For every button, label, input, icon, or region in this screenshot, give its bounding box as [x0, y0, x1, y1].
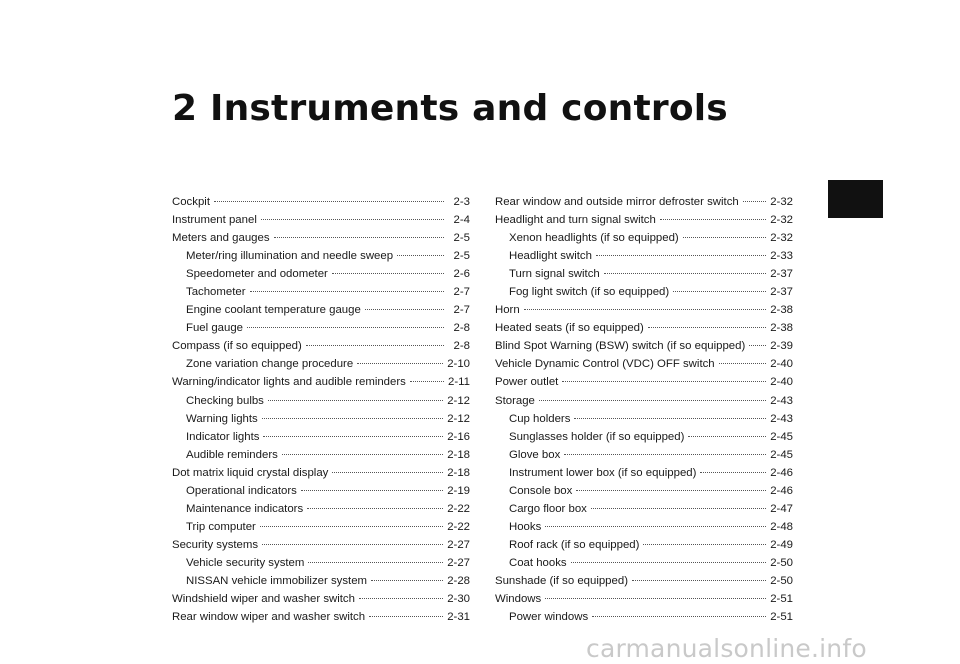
toc-entry-label: Xenon headlights (if so equipped)	[509, 232, 679, 245]
toc-entry-label: Maintenance indicators	[186, 502, 304, 515]
dot-leader	[632, 579, 766, 581]
dot-leader	[596, 254, 766, 256]
toc-entry-label: Tachometer	[186, 286, 246, 299]
dot-leader	[591, 507, 766, 509]
dot-leader	[261, 218, 444, 220]
dot-leader	[571, 561, 767, 563]
toc-entry-page: 2-3	[453, 196, 470, 208]
dot-leader	[648, 326, 766, 328]
toc-entry-page: 2-28	[447, 574, 470, 587]
toc-entry-page: 2-10	[447, 358, 470, 371]
toc-entry-page: 2-27	[447, 538, 470, 551]
dot-leader	[332, 471, 443, 473]
toc-entry-label: Vehicle Dynamic Control (VDC) OFF switch	[495, 358, 715, 371]
toc-entry-label: Cockpit	[172, 196, 210, 208]
toc-entry-label: Hooks	[509, 520, 542, 533]
toc-entry[interactable]	[495, 500, 793, 518]
toc-entry-page: 2-32	[770, 196, 793, 208]
toc-entry-page: 2-22	[447, 520, 470, 533]
toc-entry[interactable]	[495, 536, 793, 554]
toc-entry[interactable]	[172, 373, 470, 391]
toc-entry[interactable]	[172, 265, 470, 283]
toc-entry-page: 2-12	[447, 394, 470, 407]
dot-leader	[410, 380, 444, 382]
toc-entry[interactable]	[495, 301, 793, 319]
toc-entry-label: Turn signal switch	[509, 268, 600, 281]
toc-entry-page: 2-50	[770, 556, 793, 569]
toc-entry[interactable]	[172, 572, 470, 590]
toc-entry[interactable]	[172, 410, 470, 428]
toc-entry-page: 2-33	[770, 250, 793, 263]
toc-entry-page: 2-32	[770, 214, 793, 227]
toc-entry[interactable]	[172, 464, 470, 482]
dot-leader	[307, 507, 443, 509]
dot-leader	[369, 615, 443, 617]
toc-entry-page: 2-37	[770, 268, 793, 281]
dot-leader	[357, 362, 443, 364]
dot-leader	[214, 200, 444, 202]
toc-entry[interactable]	[172, 536, 470, 554]
toc-entry-page: 2-16	[447, 430, 470, 443]
dot-leader	[743, 200, 766, 202]
toc-entry-label: Power outlet	[495, 376, 559, 389]
toc-entry[interactable]	[495, 482, 793, 500]
toc-entry-label: Meter/ring illumination and needle sweep	[186, 250, 394, 263]
dot-leader	[539, 399, 766, 401]
toc-entry-label: Checking bulbs	[186, 394, 264, 407]
toc-entry[interactable]	[495, 283, 793, 301]
toc-entry-page: 2-45	[770, 448, 793, 461]
toc-entry[interactable]	[495, 392, 793, 410]
toc-entry-page: 2-5	[453, 232, 470, 245]
toc-entry-page: 2-12	[447, 412, 470, 425]
toc-entry[interactable]	[172, 446, 470, 464]
toc-entry-page: 2-38	[770, 304, 793, 317]
toc-entry-label: Engine coolant temperature gauge	[186, 304, 361, 317]
dot-leader	[564, 453, 766, 455]
toc-entry-label: Operational indicators	[186, 484, 297, 497]
toc-entry[interactable]	[495, 265, 793, 283]
toc-entry-label: Console box	[509, 484, 573, 497]
toc-entry-label: Compass (if so equipped)	[172, 340, 302, 353]
toc-entry[interactable]	[495, 590, 793, 608]
toc-entry-page: 2-7	[453, 304, 470, 317]
toc-entry[interactable]	[495, 229, 793, 247]
dot-leader	[524, 308, 766, 310]
dot-leader	[332, 272, 444, 274]
dot-leader	[262, 543, 443, 545]
dot-leader	[574, 417, 766, 419]
dot-leader	[643, 543, 766, 545]
toc-entry-label: Glove box	[509, 448, 561, 461]
dot-leader	[562, 380, 766, 382]
toc-entry-label: Zone variation change procedure	[186, 358, 354, 371]
toc-entry-page: 2-18	[447, 466, 470, 479]
toc-entry-page: 2-32	[770, 232, 793, 245]
dot-leader	[688, 435, 766, 437]
toc-entry[interactable]	[495, 410, 793, 428]
dot-leader	[749, 344, 766, 346]
dot-leader	[301, 489, 443, 491]
toc-entry-label: Trip computer	[186, 520, 256, 533]
toc-entry[interactable]	[172, 500, 470, 518]
toc-entry[interactable]	[495, 608, 793, 626]
toc-entry-page: 2-40	[770, 358, 793, 371]
toc-entry-page: 2-31	[447, 611, 470, 624]
toc-entry-page: 2-46	[770, 484, 793, 497]
dot-leader	[660, 218, 766, 220]
toc-entry-label: Warning lights	[186, 412, 258, 425]
chapter-title: 2 Instruments and controls	[172, 88, 728, 129]
toc-entry-label: Headlight and turn signal switch	[495, 214, 656, 227]
toc-entry[interactable]	[172, 319, 470, 337]
dot-leader	[545, 525, 766, 527]
dot-leader	[592, 615, 766, 617]
toc-entry-label: Indicator lights	[186, 430, 260, 443]
toc-entry[interactable]	[495, 554, 793, 572]
dot-leader	[673, 290, 766, 292]
toc-entry-page: 2-39	[770, 340, 793, 353]
toc-entry-page: 2-6	[453, 268, 470, 281]
toc-entry[interactable]	[495, 337, 793, 355]
toc-entry-label: Cup holders	[509, 412, 571, 425]
toc-entry[interactable]	[172, 247, 470, 265]
toc-entry[interactable]	[495, 572, 793, 590]
toc-entry[interactable]	[495, 355, 793, 373]
toc-entry-page: 2-40	[770, 376, 793, 389]
toc-entry[interactable]	[495, 211, 793, 229]
dot-leader	[545, 597, 766, 599]
toc-entry-label: Speedometer and odometer	[186, 268, 328, 281]
toc-entry-label: Meters and gauges	[172, 232, 270, 245]
toc-entry-page: 2-8	[453, 322, 470, 335]
dot-leader	[365, 308, 444, 310]
toc-column-right	[495, 193, 793, 626]
toc-entry[interactable]	[495, 247, 793, 265]
toc-entry-page: 2-27	[447, 556, 470, 569]
toc-entry-page: 2-51	[770, 593, 793, 606]
toc-entry-label: Cargo floor box	[509, 502, 587, 515]
toc-entry-label: Sunglasses holder (if so equipped)	[509, 430, 685, 443]
toc-entry[interactable]	[172, 590, 470, 608]
toc-entry-label: Windshield wiper and washer switch	[172, 593, 355, 606]
dot-leader	[247, 326, 444, 328]
dot-leader	[359, 597, 443, 599]
toc-entry[interactable]	[172, 283, 470, 301]
toc-entry[interactable]	[495, 518, 793, 536]
toc-entry-label: Sunshade (if so equipped)	[495, 574, 628, 587]
toc-entry-label: Audible reminders	[186, 448, 278, 461]
dot-leader	[268, 399, 443, 401]
toc-entry-page: 2-50	[770, 574, 793, 587]
dot-leader	[371, 579, 443, 581]
watermark-text: carmanualsonline.info	[586, 634, 867, 663]
toc-entry-label: Power windows	[509, 611, 589, 624]
dot-leader	[263, 435, 443, 437]
toc-entry-page: 2-51	[770, 611, 793, 624]
toc-entry-page: 2-7	[453, 286, 470, 299]
toc-entry-label: Dot matrix liquid crystal display	[172, 466, 329, 479]
toc-entry[interactable]	[172, 608, 470, 626]
toc-entry[interactable]	[172, 229, 470, 247]
toc-entry-page: 2-47	[770, 502, 793, 515]
toc-entry[interactable]	[495, 464, 793, 482]
toc-entry-label: NISSAN vehicle immobilizer system	[186, 574, 368, 587]
dot-leader	[260, 525, 443, 527]
toc-entry-page: 2-22	[447, 502, 470, 515]
toc-entry[interactable]	[172, 392, 470, 410]
dot-leader	[576, 489, 766, 491]
dot-leader	[274, 236, 444, 238]
dot-leader	[604, 272, 766, 274]
dot-leader	[262, 417, 443, 419]
toc-entry-label: Storage	[495, 394, 535, 407]
toc-entry-label: Security systems	[172, 538, 259, 551]
toc-entry-page: 2-8	[453, 340, 470, 353]
toc-entry-page: 2-18	[447, 448, 470, 461]
chapter-tab-marker	[828, 180, 883, 218]
toc-entry[interactable]	[172, 428, 470, 446]
dot-leader	[397, 254, 444, 256]
toc-entry-page: 2-45	[770, 430, 793, 443]
toc-entry-page: 2-38	[770, 322, 793, 335]
dot-leader	[719, 362, 767, 364]
toc-entry[interactable]	[172, 482, 470, 500]
toc-entry-page: 2-48	[770, 520, 793, 533]
toc-entry-page: 2-19	[447, 484, 470, 497]
toc-entry[interactable]	[495, 428, 793, 446]
toc-entry-label: Rear window wiper and washer switch	[172, 611, 366, 624]
toc-entry[interactable]	[495, 319, 793, 337]
toc-entry-page: 2-37	[770, 286, 793, 299]
toc-entry-page: 2-43	[770, 412, 793, 425]
toc-entry-label: Instrument panel	[172, 214, 257, 227]
toc-entry[interactable]	[172, 554, 470, 572]
dot-leader	[250, 290, 444, 292]
toc-entry[interactable]	[172, 211, 470, 229]
dot-leader	[683, 236, 766, 238]
toc-entry[interactable]	[495, 446, 793, 464]
dot-leader	[308, 561, 443, 563]
toc-entry-label: Coat hooks	[509, 556, 567, 569]
toc-entry[interactable]	[172, 193, 470, 211]
toc-entry[interactable]	[495, 373, 793, 391]
toc-entry-label: Warning/indicator lights and audible reminders	[172, 376, 406, 389]
toc-entry-label: Blind Spot Warning (BSW) switch (if so equipped)	[495, 340, 746, 353]
toc-entry-page: 2-30	[447, 593, 470, 606]
toc-entry[interactable]	[495, 193, 793, 211]
toc-entry-label: Fog light switch (if so equipped)	[509, 286, 670, 299]
toc-entry-page: 2-5	[453, 250, 470, 263]
toc-entry-label: Rear window and outside mirror defroster switch	[495, 196, 739, 208]
toc-entry-page: 2-11	[448, 376, 470, 389]
toc-entry-label: Instrument lower box (if so equipped)	[509, 466, 697, 479]
toc-entry[interactable]	[172, 355, 470, 373]
toc-entry-label: Fuel gauge	[186, 322, 243, 335]
toc-entry[interactable]	[172, 518, 470, 536]
toc-entry-page: 2-46	[770, 466, 793, 479]
toc-entry-page: 2-49	[770, 538, 793, 551]
toc-entry-label: Roof rack (if so equipped)	[509, 538, 640, 551]
toc-entry-label: Horn	[495, 304, 520, 317]
toc-entry-page: 2-43	[770, 394, 793, 407]
toc-entry[interactable]	[172, 337, 470, 355]
toc-entry-label: Heated seats (if so equipped)	[495, 322, 644, 335]
toc-entry-label: Vehicle security system	[186, 556, 305, 569]
toc-entry-label: Windows	[495, 593, 542, 606]
toc-entry-page: 2-4	[453, 214, 470, 227]
toc-column-left	[172, 193, 470, 626]
toc-entry-label: Headlight switch	[509, 250, 592, 263]
dot-leader	[306, 344, 444, 346]
dot-leader	[282, 453, 443, 455]
toc-entry[interactable]	[172, 301, 470, 319]
dot-leader	[700, 471, 766, 473]
